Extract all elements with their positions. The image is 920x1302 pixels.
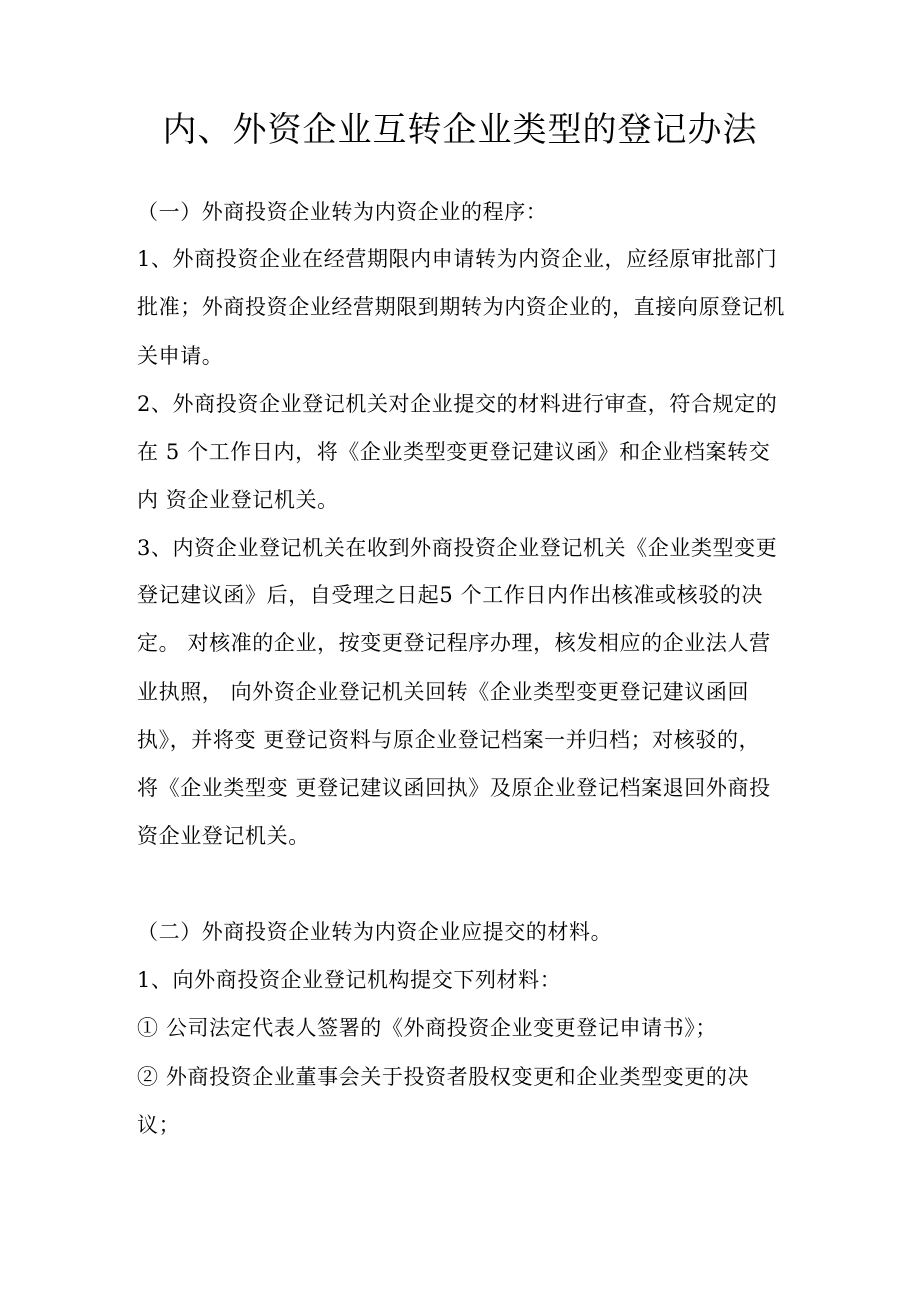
- list-item: ② 外商投资企业董事会关于投资者股权变更和企业类型变更的决: [137, 1065, 750, 1089]
- paragraph-line: 资企业登记机关。: [137, 824, 310, 848]
- list-item: ① 公司法定代表人签署的《外商投资企业变更登记申请书》；: [137, 1016, 717, 1040]
- document-title: 内、外资企业互转企业类型的登记办法: [162, 110, 758, 150]
- section-heading-2: （二）外商投资企业转为内资企业应提交的材料。: [137, 920, 613, 944]
- paragraph-line: 内 资企业登记机关。: [137, 488, 339, 512]
- section-heading-1: （一）外商投资企业转为内资企业的程序：: [137, 200, 548, 224]
- paragraph-line: 1、外商投资企业在经营期限内申请转为内资企业，应经原审批部门: [137, 247, 778, 271]
- paragraph-line: 1、向外商投资企业登记机构提交下列材料：: [137, 968, 562, 992]
- paragraph-line: 关申请。: [137, 344, 224, 368]
- paragraph-line: 2、外商投资企业登记机关对企业提交的材料进行审查，符合规定的: [137, 392, 778, 416]
- paragraph-line: 业执照， 向外资企业登记机关回转《企业类型变更登记建议函回: [137, 680, 750, 704]
- paragraph-line: 议；: [137, 1113, 181, 1137]
- paragraph-line: 登记建议函》后，自受理之日起5 个工作日内作出核准或核驳的决: [137, 583, 764, 607]
- paragraph-line: 将《企业类型变 更登记建议函回执》及原企业登记档案退回外商投: [137, 776, 771, 800]
- paragraph-line: 批准；外商投资企业经营期限到期转为内资企业的，直接向原登记机: [137, 295, 785, 319]
- paragraph-line: 在 5 个工作日内，将《企业类型变更登记建议函》和企业档案转交: [137, 440, 771, 464]
- paragraph-line: 定。 对核准的企业，按变更登记程序办理，核发相应的企业法人营: [137, 631, 771, 655]
- paragraph-line: 执》，并将变 更登记资料与原企业登记档案一并归档；对核驳的，: [137, 728, 761, 752]
- paragraph-line: 3、内资企业登记机关在收到外商投资企业登记机关《企业类型变更: [137, 536, 778, 560]
